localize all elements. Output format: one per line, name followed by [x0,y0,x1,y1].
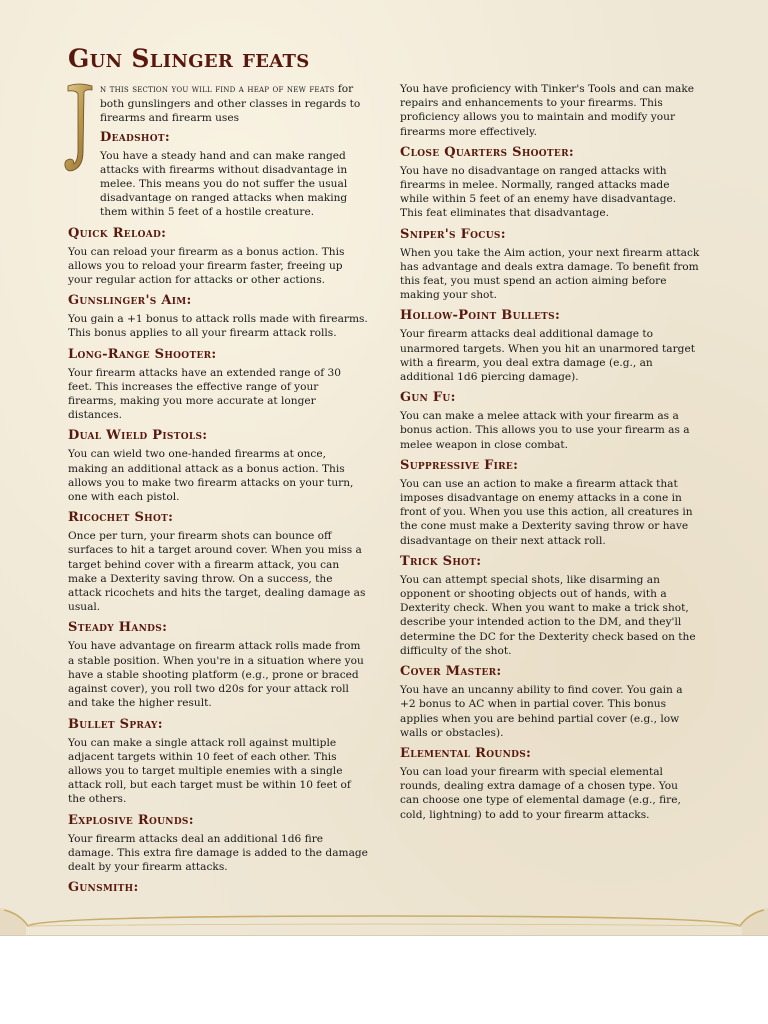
feat-section [68,717,368,807]
feat-description: You have an uncanny ability to find cover. You gain a +2 bonus to AC when in partial cover. This bonus applies when you are behind partial cover (e.g., low walls or obstacles). [400,684,683,739]
feat-description: You can attempt special shots, like disarming an opponent or shooting objects out of hands, with a Dexterity check. When you want to make a trick shot, describe your intended action to the DM, and they'll determine the DC for the Dexterity check based on the difficulty of the shot. [400,573,696,657]
feat-heading: Gun Fu: [400,390,456,406]
feat-description: You have no disadvantage on ranged attacks with firearms in melee. Normally, ranged attacks made while within 5 feet of an enemy have disadvantage. This feat eliminates that disadvantage. [400,164,677,220]
intro-lead: n this section you will find a heap of new feats [100,84,335,95]
intro-rest: for both gunslingers and other classes in regards to firearms and firearm uses [100,83,361,125]
feat-section [68,347,368,423]
feat-section [400,746,700,822]
feat-heading: Bullet Spray: [68,716,163,732]
feat-description: You have a steady hand and can make ranged attacks with firearms without disadvantage in melee. This means you do not suffer the usual disadvantage on ranged attacks when making them within 5 feet of a hostile creature. [100,149,348,219]
feat-section [68,510,368,614]
feat-heading: Sniper's Focus: [400,226,506,242]
feat-section [68,428,368,504]
feat-description: You can make a single attack roll against multiple adjacent targets within 10 feet of each other. This allows you to target multiple enemies with a single attack roll, but each target must be within 10 feet of the others. [68,736,351,806]
dropcap-letter [62,82,96,174]
feat-section [100,130,368,220]
feat-heading: Dual Wield Pistols: [68,428,208,444]
feat-description: You can wield two one-handed firearms at once, making an additional attack as a bonus action. This allows you to make two firearm attacks on your turn, one with each pistol. [68,448,354,504]
feat-heading: Deadshot: [100,129,170,145]
feat-description: You can reload your firearm as a bonus action. This allows you to reload your firearm faster, freeing up your regular action for attacks or other actions. [68,245,345,287]
feat-section [400,554,700,658]
feat-description: You have proficiency with Tinker's Tools and can make repairs and enhancements to your firearms. This proficiency allows you to maintain and modify your firearms more effectively. [400,83,695,138]
feat-heading: Explosive Rounds: [68,812,194,828]
intro-block [62,82,368,220]
right-column [400,82,700,828]
feat-section [400,664,700,740]
page-title: Gun Slinger feats [68,44,310,73]
feat-section [68,293,368,340]
feat-section [400,458,700,548]
feat-section [400,390,700,452]
left-column [62,82,368,899]
feat-section [400,145,700,221]
feat-heading: Steady Hands: [68,620,168,636]
feat-heading: Quick Reload: [68,225,167,241]
feat-description: You can use an action to make a firearm attack that imposes disadvantage on enemy attacks in a cone in front of you. When you use this action, all creatures in the cone must make a Dexterity saving throw or have disadvantage on their next attack roll. [400,477,693,547]
feat-description: You can load your firearm with special elemental rounds, dealing extra damage of a chosen type. You can choose one type of elemental damage (e.g., fire, cold, lightning) to add to your firearm attacks. [400,765,681,821]
feat-section-continued [400,82,700,139]
feat-description: Your firearm attacks have an extended range of 30 feet. This increases the effective range of your firearms, making you more accurate at longer distances. [68,366,342,422]
feat-section [68,226,368,288]
feat-description: You gain a +1 bonus to attack rolls made with firearms. This bonus applies to all your firearm attack rolls. [68,313,368,340]
feat-heading: Gunslinger's Aim: [68,293,192,309]
feat-description: Your firearm attacks deal additional damage to unarmored targets. When you hit an unarmored target with a firearm, you deal extra damage (e.g., an additional 1d6 piercing damage). [400,328,695,384]
feat-heading: Trick Shot: [400,553,482,569]
feat-description: When you take the Aim action, your next firearm attack has advantage and deals extra damage. To benefit from this feat, you must spend an action aiming before making your shot. [400,246,700,302]
intro-paragraph [100,82,368,126]
feat-description: Once per turn, your firearm shots can bounce off surfaces to hit a target around cover. When you miss a target behind cover with a firearm attack, you can make a Dexterity saving throw. On a success, the attack ricochets and hits the target, dealing damage as usual. [68,530,366,614]
feat-heading: Suppressive Fire: [400,457,519,473]
feat-heading: Gunsmith: [68,880,139,896]
feat-heading: Long-Range Shooter: [68,346,217,362]
feat-section [68,620,368,710]
feat-description: Your firearm attacks deal an additional 1d6 fire damage. This extra fire damage is added to the damage dealt by your firearm attacks. [68,832,368,873]
feat-heading: Elemental Rounds: [400,745,532,761]
dropcap-glyph: I [62,82,63,83]
feat-heading: Cover Master: [400,664,502,680]
feat-description: You have advantage on firearm attack rolls made from a stable position. When you're in a situation where you have a stable shooting platform (e.g., prone or braced against cover), you roll two d20s for your attack roll and take the higher result. [68,640,364,710]
feat-section [400,227,700,303]
feat-heading: Ricochet Shot: [68,510,174,526]
feat-section [68,813,368,875]
feat-heading: Hollow-Point Bullets: [400,308,561,324]
feat-section [400,308,700,384]
feat-description: You can make a melee attack with your firearm as a bonus action. This allows you to use your firearm as a melee weapon in close combat. [400,410,690,451]
footer-ornament [0,880,768,936]
feat-heading: Close Quarters Shooter: [400,144,574,160]
